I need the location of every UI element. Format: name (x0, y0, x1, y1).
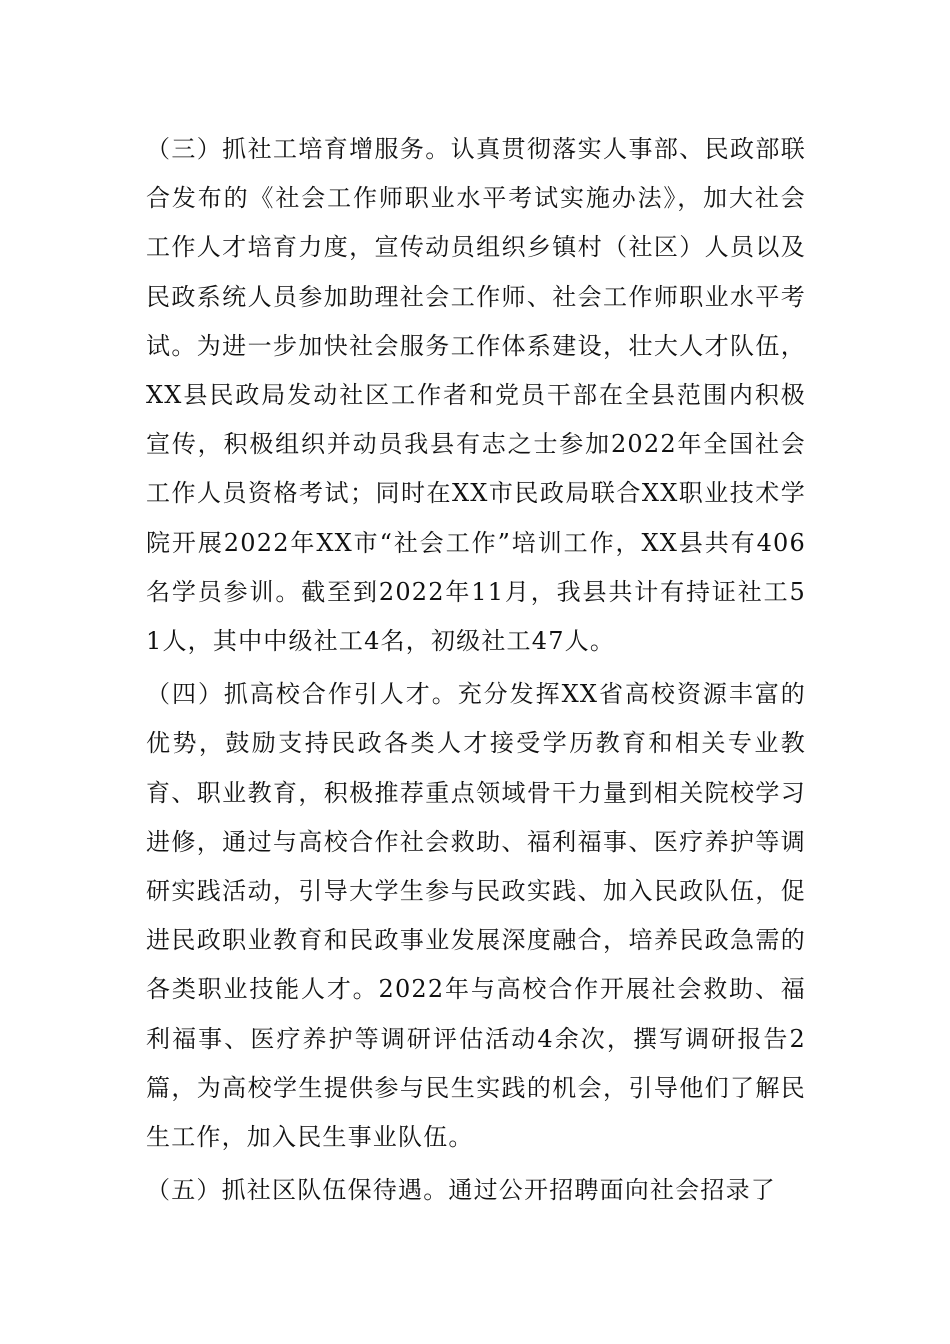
paragraph-3-social-work-training: （三）抓社工培育增服务。认真贯彻落实人事部、民政部联合发布的《社会工作师职业水平考试实施办法》，加大社会工作人才培育力度，宣传动员组织乡镇村（社区）人员以及民政系统人员参加助理社会工作师、社会工作师职业水平考试。为进一步加快社会服务工作体系建设，壮大人才队伍，XX县民政局发动社区工作者和党员干部在全县范围内积极宣传，积极组织并动员我县有志之士参加2022年全国社会工作人员资格考试；同时在XX市民政局联合XX职业技术学院开展2022年XX市“社会工作”培训工作，XX县共有406名学员参训。截至到2022年11月，我县共计有持证社工51人，其中中级社工4名，初级社工47人。 (146, 135, 806, 656)
paragraph-5-community-team: （五）抓社区队伍保待遇。通过公开招聘面向社会招录了 (146, 1176, 776, 1205)
document-page (146, 125, 806, 1219)
paragraph-4-university-cooperation: （四）抓高校合作引人才。充分发挥XX省高校资源丰富的优势，鼓励支持民政各类人才接受学历教育和相关专业教育、职业教育，积极推荐重点领域骨干力量到相关院校学习进修，通过与高校合作社会救助、福利福事、医疗养护等调研实践活动，引导大学生参与民政实践、加入民政队伍，促进民政职业教育和民政事业发展深度融合，培养民政急需的各类职业技能人才。2022年与高校合作开展社会救助、福利福事、医疗养护等调研评估活动4余次，撰写调研报告2篇，为高校学生提供参与民生实践的机会，引导他们了解民生工作，加入民生事业队伍。 (146, 680, 806, 1152)
